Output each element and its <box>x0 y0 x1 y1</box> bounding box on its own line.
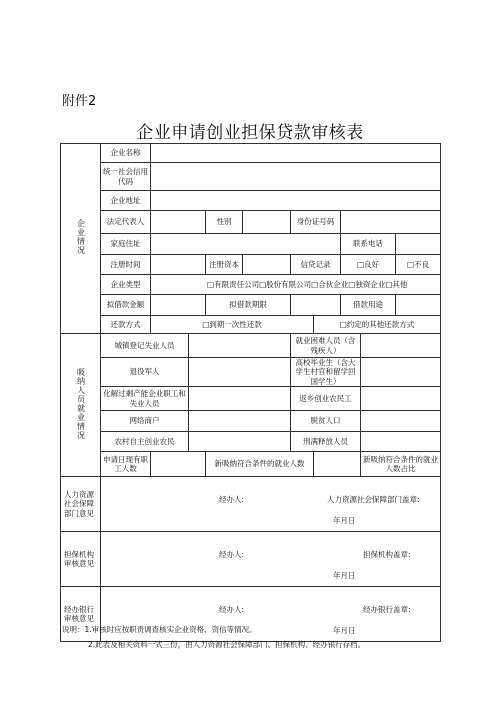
checkbox-repay-once[interactable]: □到期一次性还款 <box>151 316 314 334</box>
label-credit-record: 信贷记录 <box>291 255 341 275</box>
input-returning-migrants[interactable] <box>361 387 441 411</box>
label-credit-code: 统一社会信用代码 <box>101 163 151 191</box>
input-overcapacity-workers[interactable] <box>189 387 291 411</box>
label-enterprise-type: 企业类型 <box>101 275 151 295</box>
note-line-2: 2.此表及相关资料一式三份，由人力资源社会保障部门、担保机构、经办银行存档。 <box>88 640 366 649</box>
input-reg-capital[interactable] <box>243 255 291 275</box>
guarantee-date-label: 年月日 <box>333 570 356 580</box>
label-returning-migrants: 返乡创业农民工 <box>291 387 361 411</box>
input-loan-use[interactable] <box>396 295 441 316</box>
review-form-table <box>60 143 441 642</box>
hr-date-label: 年月日 <box>333 515 356 525</box>
label-rural-entrepreneurs: 农村自主创业农民 <box>101 432 189 452</box>
label-enterprise-name: 企业名称 <box>101 144 151 163</box>
label-phone: 联系电话 <box>341 234 396 255</box>
label-difficult-employment: 就业困难人员（含残疾人） <box>291 334 361 358</box>
label-overcapacity-workers: 化解过剩产能企业职工和失业人员 <box>101 387 189 411</box>
hr-opinion-box[interactable] <box>101 477 441 532</box>
label-reg-capital: 注册资本 <box>206 255 243 275</box>
label-gender: 性别 <box>206 211 243 234</box>
checkbox-group-enterprise-type[interactable]: □有限责任公司□股份有限公司□合伙企业□独资企业□其他 <box>151 275 441 295</box>
bank-date-label: 年月日 <box>333 625 356 635</box>
note-line-1: 说明：1.审核时应按职责调查核实企业资格、资信等情况。 <box>62 625 257 634</box>
input-credit-code[interactable] <box>151 163 441 191</box>
label-id-number: 身份证号码 <box>291 211 341 234</box>
input-enterprise-name[interactable] <box>151 144 441 163</box>
checkbox-credit-bad[interactable]: □不良 <box>396 255 441 275</box>
input-loan-term[interactable] <box>291 295 341 316</box>
notes <box>62 622 365 652</box>
input-home-address[interactable] <box>151 234 341 255</box>
label-new-hires-ratio: 新吸纳符合条件的就业人数占比 <box>361 452 441 477</box>
input-rural-entrepreneurs[interactable] <box>189 432 291 452</box>
form-title: 企业申请创业担保贷款审核表 <box>136 123 364 143</box>
input-legal-rep[interactable] <box>151 211 206 234</box>
label-legal-rep: 法定代表人 <box>101 211 151 234</box>
input-difficult-employment[interactable] <box>361 334 441 358</box>
input-online-merchants[interactable] <box>189 411 291 432</box>
input-graduates[interactable] <box>361 358 441 387</box>
label-loan-use: 借款用途 <box>341 295 396 316</box>
label-new-hires: 新吸纳符合条件的就业人数 <box>206 452 314 477</box>
hr-seal-label: 人力资源社会保障部门盖章: <box>327 495 420 505</box>
input-loan-amount[interactable] <box>151 295 206 316</box>
label-bank-opinion: 经办银行审核意见 <box>61 587 101 642</box>
input-released-prisoners[interactable] <box>361 432 441 452</box>
checkbox-credit-good[interactable]: □良好 <box>341 255 396 275</box>
bank-agent-label: 经办人: <box>219 605 245 615</box>
label-guarantee-opinion: 担保机构审核意见 <box>61 532 101 587</box>
bank-seal-label: 经办银行盖章: <box>363 605 411 615</box>
label-online-merchants: 网络商户 <box>101 411 189 432</box>
label-loan-amount: 拟借款金额 <box>101 295 151 316</box>
label-hr-opinion: 人力资源社会保障部门意见 <box>61 477 101 532</box>
input-id-number[interactable] <box>341 211 441 234</box>
section-enterprise: 企业情况 <box>61 144 101 334</box>
input-poverty-relief[interactable] <box>361 411 441 432</box>
attachment-label: 附件2 <box>62 94 97 109</box>
label-repay-method: 还款方式 <box>101 316 151 334</box>
guarantee-agent-label: 经办人: <box>219 550 245 560</box>
input-current-staff[interactable] <box>151 452 206 477</box>
input-phone[interactable] <box>396 234 441 255</box>
input-enterprise-address[interactable] <box>151 191 441 211</box>
guarantee-opinion-box[interactable] <box>101 532 441 587</box>
label-loan-term: 拟借款期限 <box>206 295 291 316</box>
label-reg-time: 注册时间 <box>101 255 151 275</box>
section-employment: 吸纳人员就业情况 <box>61 334 101 477</box>
label-released-prisoners: 刑满释放人员 <box>291 432 361 452</box>
input-reg-time[interactable] <box>151 255 206 275</box>
label-enterprise-address: 企业地址 <box>101 191 151 211</box>
label-unemployed-registered: 城镇登记失业人员 <box>101 334 189 358</box>
input-veterans[interactable] <box>189 358 291 387</box>
guarantee-seal-label: 担保机构盖章: <box>363 550 411 560</box>
label-current-staff: 申请日现有职工人数 <box>101 452 151 477</box>
input-gender[interactable] <box>243 211 291 234</box>
label-veterans: 退役军人 <box>101 358 189 387</box>
label-graduates: 高校毕业生（含大学生村官和留学回国学生） <box>291 358 361 387</box>
input-new-hires[interactable] <box>314 452 361 477</box>
checkbox-repay-other[interactable]: □约定的其他还款方式 <box>314 316 441 334</box>
label-poverty-relief: 脱贫人口 <box>291 411 361 432</box>
input-unemployed-registered[interactable] <box>189 334 291 358</box>
label-home-address: 家庭住址 <box>101 234 151 255</box>
hr-agent-label: 经办人: <box>219 495 245 505</box>
